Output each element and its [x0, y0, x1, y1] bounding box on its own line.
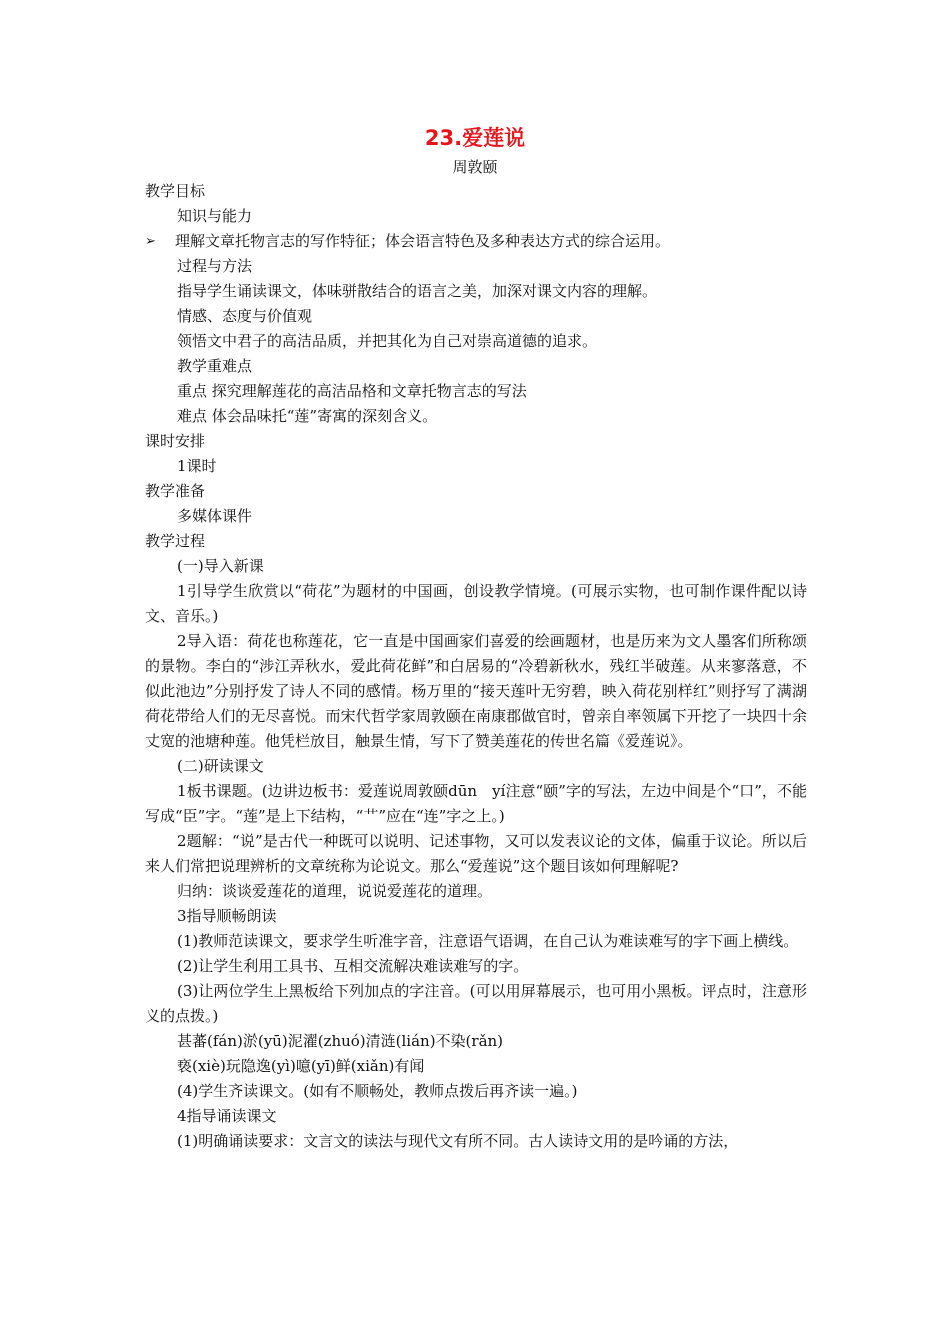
subheading: (一)导入新课 — [177, 557, 264, 575]
section-heading: 教学目标 — [145, 182, 206, 200]
pinyin-line: 亵(xiè)玩隐逸(yì)噫(yī)鲜(xiǎn)有闻 — [177, 1057, 425, 1075]
subheading: (二)研读课文 — [177, 757, 264, 775]
paragraph: 多媒体课件 — [177, 507, 253, 525]
subheading: 3指导顺畅朗读 — [177, 907, 277, 925]
paragraph: (1)明确诵读要求：文言文的读法与现代文有所不同。古人读诗文用的是吟诵的方法， — [177, 1132, 739, 1150]
document-body — [145, 179, 807, 1154]
paragraph: 领悟文中君子的高洁品质，并把其化为自己对崇高道德的追求。 — [177, 332, 598, 350]
paragraph: 1引导学生欣赏以“荷花”为题材的中国画，创设教学情境。(可展示实物，也可制作课件配以诗文、音乐。) — [145, 582, 807, 625]
bullet-item — [145, 229, 807, 254]
paragraph: 指导学生诵读课文，体味骈散结合的语言之美，加深对课文内容的理解。 — [177, 282, 658, 300]
subheading: 情感、态度与价值观 — [177, 307, 313, 325]
paragraph: 1课时 — [177, 457, 217, 475]
paragraph: 归纳：谈谈爱莲花的道理，说说爱莲花的道理。 — [177, 882, 493, 900]
document-title: 23.爱莲说 — [424, 126, 526, 150]
subheading: 4指导诵读课文 — [177, 1107, 277, 1125]
section-heading: 教学准备 — [145, 482, 206, 500]
document-author: 周敦颐 — [452, 158, 498, 176]
paragraph: (4)学生齐读课文。(如有不顺畅处，教师点拨后再齐读一遍。) — [177, 1082, 578, 1100]
paragraph: (2)让学生利用工具书、互相交流解决难读难写的字。 — [177, 957, 529, 975]
pinyin-line: 甚蕃(fán)淤(yū)泥濯(zhuó)清涟(lián)不染(rǎn) — [177, 1032, 504, 1050]
section-heading: 课时安排 — [145, 432, 206, 450]
section-heading: 教学过程 — [145, 532, 206, 550]
paragraph: 2题解：“说”是古代一种既可以说明、记述事物，又可以发表议论的文体，偏重于议论。所以后来人们常把说理辨析的文章统称为论说文。那么“爱莲说”这个题目该如何理解呢? — [145, 832, 807, 875]
bullet-text: 理解文章托物言志的写作特征；体会语言特色及多种表达方式的综合运用。 — [175, 232, 671, 250]
subheading: 教学重难点 — [177, 357, 253, 375]
subheading: 过程与方法 — [177, 257, 253, 275]
paragraph: 重点 探究理解莲花的高洁品格和文章托物言志的写法 — [177, 382, 527, 400]
paragraph: 1板书课题。(边讲边板书：爱莲说周敦颐dūn yí注意“颐”字的写法，左边中间是个“口”，不能写成“臣”字。“莲”是上下结构，“艹”应在“连”字之上。) — [145, 782, 807, 825]
arrow-bullet-icon: ➢ — [145, 234, 156, 249]
paragraph: (3)让两位学生上黑板给下列加点的字注音。(可以用屏幕展示，也可用小黑板。评点时，注意形义的点拨。) — [145, 982, 807, 1025]
subheading: 知识与能力 — [177, 207, 253, 225]
paragraph: (1)教师范读课文，要求学生听准字音，注意语气语调，在自己认为难读难写的字下画上横线。 — [177, 932, 799, 950]
paragraph: 难点 体会品味托“莲”寄寓的深刻含义。 — [177, 407, 438, 425]
paragraph: 2导入语：荷花也称莲花，它一直是中国画家们喜爱的绘画题材，也是历来为文人墨客们所称颂的景物。李白的“涉江弄秋水，爱此荷花鲜”和白居易的“冷碧新秋水，残红半破莲。从来寥落意，不似此池边”分别抒发了诗人不同的感情。杨万里的“接天莲叶无穷碧，映入荷花别样红”则抒写了满湖荷花带给人们的无尽喜悦。而宋代哲学家周敦颐在南康郡做官时，曾亲自率领属下开挖了一块四十余丈宽的池塘种莲。他凭栏放目，触景生情，写下了赞美莲花的传世名篇《爱莲说》。 — [145, 632, 807, 750]
